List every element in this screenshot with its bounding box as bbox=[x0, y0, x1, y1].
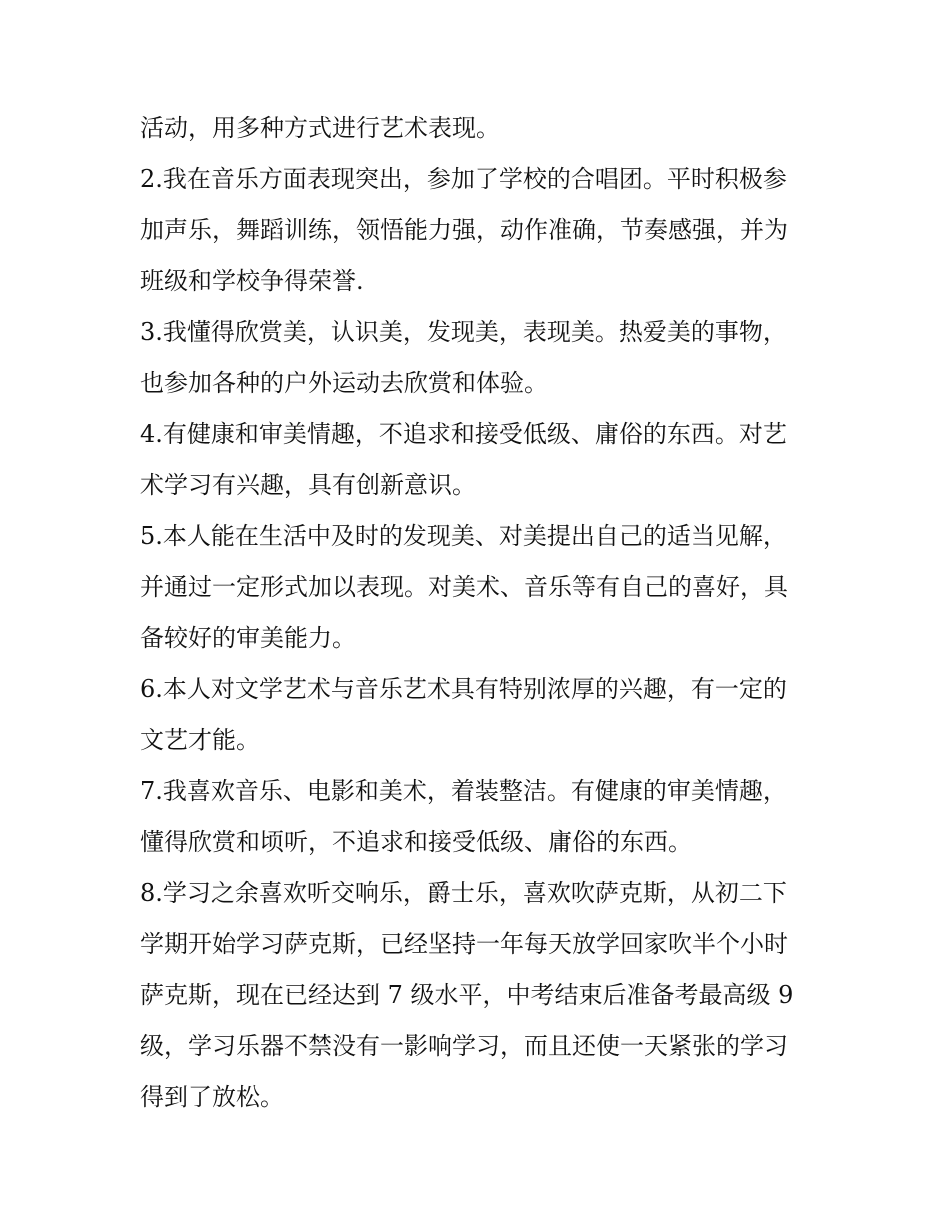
text-line: 得到了放松。 bbox=[140, 1083, 284, 1111]
text-line: 备较好的审美能力。 bbox=[140, 624, 356, 652]
text-line: 8.学习之余喜欢听交响乐，爵士乐，喜欢吹萨克斯，从初二下 bbox=[140, 879, 787, 907]
text-line: 2.我在音乐方面表现突出，参加了学校的合唱团。平时积极参 bbox=[140, 165, 787, 193]
document-body bbox=[140, 103, 820, 1123]
text-line: 并通过一定形式加以表现。对美术、音乐等有自己的喜好，具 bbox=[140, 573, 788, 601]
text-line: 3.我懂得欣赏美，认识美，发现美，表现美。热爱美的事物， bbox=[140, 318, 787, 346]
text-line: 班级和学校争得荣誉. bbox=[140, 267, 364, 295]
text-line: 5.本人能在生活中及时的发现美、对美提出自己的适当见解， bbox=[140, 522, 787, 550]
text-line: 4.有健康和审美情趣，不追求和接受低级、庸俗的东西。对艺 bbox=[140, 420, 787, 448]
text-line: 学期开始学习萨克斯，已经坚持一年每天放学回家吹半个小时 bbox=[140, 930, 788, 958]
text-line: 术学习有兴趣，具有创新意识。 bbox=[140, 471, 476, 499]
text-line: 也参加各种的户外运动去欣赏和体验。 bbox=[140, 369, 548, 397]
text-line: 活动，用多种方式进行艺术表现。 bbox=[140, 114, 500, 142]
text-line: 级，学习乐器不禁没有一影响学习，而且还使一天紧张的学习 bbox=[140, 1032, 788, 1060]
text-line: 文艺才能。 bbox=[140, 726, 260, 754]
text-line: 6.本人对文学艺术与音乐艺术具有特别浓厚的兴趣，有一定的 bbox=[140, 675, 787, 703]
text-line: 加声乐，舞蹈训练，领悟能力强，动作准确，节奏感强，并为 bbox=[140, 216, 788, 244]
text-line: 萨克斯，现在已经达到 7 级水平，中考结束后准备考最高级 9 bbox=[140, 981, 794, 1009]
text-line: 7.我喜欢音乐、电影和美术，着装整洁。有健康的审美情趣， bbox=[140, 777, 787, 805]
text-line: 懂得欣赏和顷听，不追求和接受低级、庸俗的东西。 bbox=[140, 828, 692, 856]
